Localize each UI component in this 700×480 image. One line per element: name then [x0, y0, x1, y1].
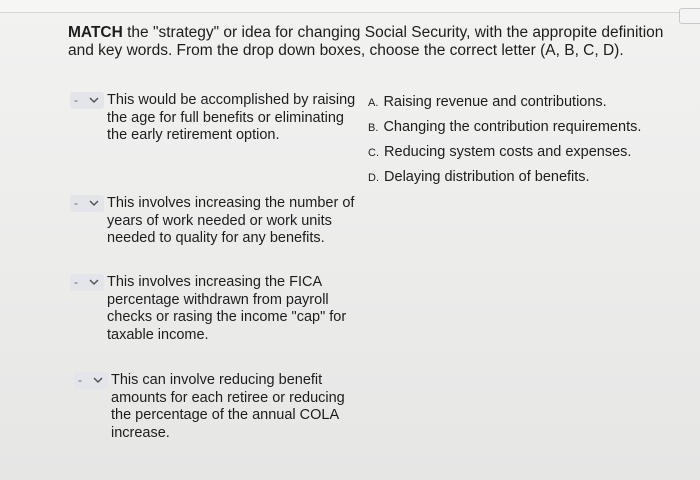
option-b [368, 117, 688, 142]
answer-dropdown-3[interactable] [70, 274, 104, 291]
option-c [368, 142, 688, 167]
question-prompt [68, 24, 668, 60]
option-text: Reducing system costs and expenses. [384, 144, 632, 160]
option-d [368, 167, 688, 192]
option-letter: D. [368, 172, 379, 184]
corner-tab [679, 8, 700, 24]
dropdown-value: - [74, 196, 78, 210]
strategy-text-1: This would be accomplished by raising the age for full benefits or eliminating the early retirement option. [107, 92, 356, 143]
option-text: Changing the contribution requirements. [383, 119, 642, 135]
top-divider [0, 0, 700, 13]
strategy-text-4: This can involve reducing benefit amounts for each retiree or reducing the percentage of the annual COLA increase. [111, 372, 345, 441]
chevron-down-icon [93, 376, 103, 384]
option-text: Raising revenue and contributions. [383, 94, 607, 110]
question-lead: MATCH [68, 24, 123, 41]
chevron-down-icon [89, 199, 99, 207]
answer-dropdown-4[interactable] [74, 372, 108, 389]
answer-options-list [368, 92, 688, 192]
dropdown-value: - [74, 93, 78, 107]
option-a [368, 92, 688, 117]
chevron-down-icon [89, 96, 99, 104]
question-text: the "strategy" or idea for changing Social Security, with the appropite definition and key words. From the drop down boxes, choose the correct letter (A, B, C, D). [68, 24, 664, 59]
strategy-text-3: This involves increasing the FICA percentage withdrawn from payroll checks or rasing the income "cap" for taxable income. [107, 274, 347, 343]
answer-dropdown-1[interactable] [70, 92, 104, 109]
option-letter: C. [368, 147, 379, 159]
option-letter: B. [368, 122, 379, 134]
chevron-down-icon [89, 278, 99, 286]
option-text: Delaying distribution of benefits. [384, 169, 590, 185]
dropdown-value: - [78, 373, 82, 387]
answer-dropdown-2[interactable] [70, 195, 104, 212]
option-letter: A. [368, 97, 379, 109]
strategy-text-2: This involves increasing the number of years of work needed or work units needed to quality for any benefits. [107, 195, 355, 246]
dropdown-value: - [74, 275, 78, 289]
